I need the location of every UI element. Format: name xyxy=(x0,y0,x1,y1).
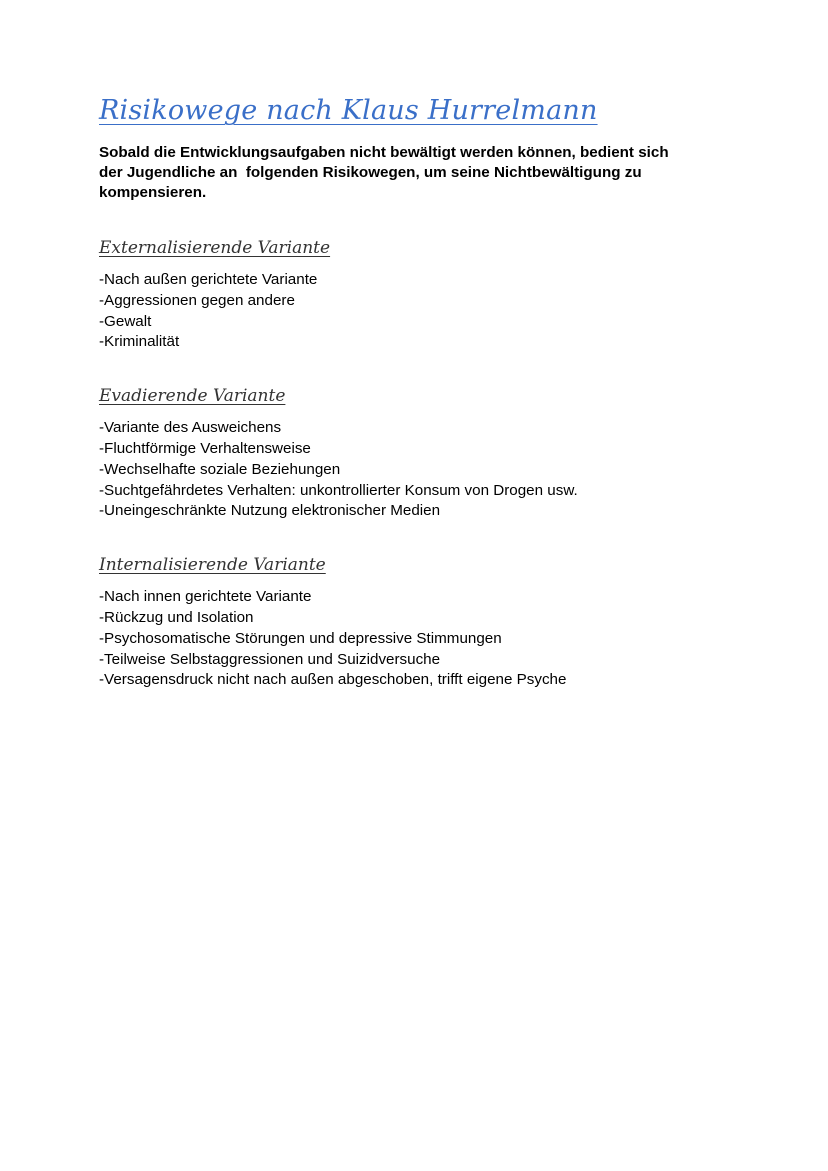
list-item: -Rückzug und Isolation xyxy=(99,608,254,626)
section-heading: Evadierende Variante xyxy=(99,386,286,407)
section-item-list xyxy=(99,587,759,691)
section-evadierende xyxy=(99,384,759,522)
list-item: -Psychosomatische Störungen und depressive Stimmungen xyxy=(99,629,502,647)
list-item: -Fluchtförmige Verhaltensweise xyxy=(99,439,311,457)
list-item: -Versagensdruck nicht nach außen abgeschoben, trifft eigene Psyche xyxy=(99,671,567,689)
section-item-list xyxy=(99,418,759,522)
list-item: -Variante des Ausweichens xyxy=(99,419,282,437)
list-item: -Gewalt xyxy=(99,312,152,330)
list-item: -Nach innen gerichtete Variante xyxy=(99,588,312,606)
list-item: -Wechselhafte soziale Beziehungen xyxy=(99,460,341,478)
list-item: -Teilweise Selbstaggressionen und Suizidversuche xyxy=(99,650,441,668)
intro-line: Sobald die Entwicklungsaufgaben nicht bewältigt werden können, bedient sich xyxy=(99,144,669,161)
intro-line: kompensieren. xyxy=(99,184,207,201)
intro-line: der Jugendliche an folgenden Risikowegen, um seine Nichtbewältigung zu xyxy=(99,164,642,181)
list-item: -Nach außen gerichtete Variante xyxy=(99,271,318,288)
section-heading: Externalisierende Variante xyxy=(99,238,331,258)
intro-paragraph xyxy=(99,143,739,203)
list-item: -Suchtgefährdetes Verhalten: unkontrollierter Konsum von Drogen usw. xyxy=(99,481,578,499)
section-item-list xyxy=(99,270,759,353)
list-item: -Aggressionen gegen andere xyxy=(99,291,295,309)
section-heading: Internalisierende Variante xyxy=(99,555,326,576)
section-internalisierende xyxy=(99,553,759,691)
section-externalisierende xyxy=(99,236,759,353)
list-item: -Kriminalität xyxy=(99,333,180,351)
list-item: -Uneingeschränkte Nutzung elektronischer Medien xyxy=(99,502,441,520)
document-page xyxy=(99,92,759,691)
document-title: Risikowege nach Klaus Hurrelmann xyxy=(99,95,598,126)
